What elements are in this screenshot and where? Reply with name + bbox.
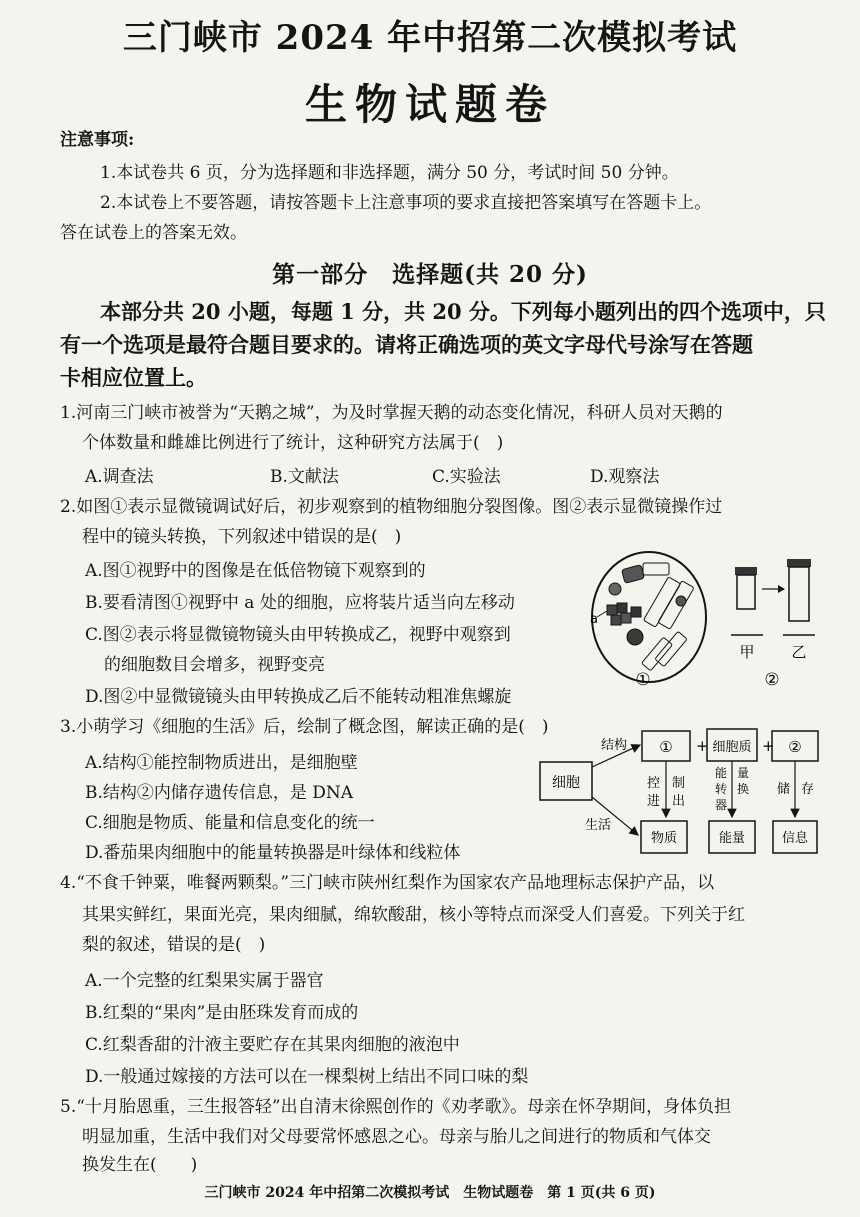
- energy-char-1: 能: [715, 766, 728, 780]
- q4-stem-2: 其果实鲜红，果面光亮，果肉细腻，绵软酸甜，核小等特点而深受人们喜爱。下列关于红: [82, 905, 745, 925]
- section-intro-1: 本部分共 20 小题，每题 1 分，共 20 分。下列每小题列出的四个选项中，只: [100, 299, 826, 324]
- objective-lens-jia: [735, 567, 757, 609]
- control-char-2: 进: [647, 794, 661, 809]
- section-title: 第一部分 选择题(共 20 分): [272, 261, 588, 288]
- q3-option-b: B.结构②内储存遗传信息，是 DNA: [85, 783, 354, 803]
- figure-2-label: ②: [764, 670, 780, 690]
- q3-concept-map: [535, 725, 825, 865]
- q5-stem-2: 明显加重，生活中我们对父母要常怀感恩之心。母亲与胎儿之间进行的物质和气体交: [82, 1127, 711, 1147]
- page-footer: 三门峡市 2024 年中招第二次模拟考试 生物试题卷 第 1 页(共 6 页): [204, 1185, 656, 1201]
- q4-option-d: D.一般通过嫁接的方法可以在一棵梨树上结出不同口味的梨: [85, 1067, 529, 1087]
- lens-label-yi: 乙: [791, 643, 807, 661]
- info-label: 信息: [781, 831, 809, 846]
- plus-sign-1: +: [696, 737, 709, 755]
- control-char-4: 出: [672, 794, 686, 809]
- q4-stem-1: 4.“不食千钟粟，唯餐两颗梨。”三门峡市陕州红梨作为国家农产品地理标志保护产品，以: [60, 873, 715, 893]
- cytoplasm-label: 细胞质: [712, 740, 752, 755]
- q2-figure: [585, 545, 825, 690]
- q2-option-c-1: C.图②表示将显微镜物镜头由甲转换成乙，视野中观察到: [85, 625, 511, 645]
- energy-char-2: 量: [737, 766, 750, 780]
- cell-box-label: 细胞: [552, 775, 580, 791]
- q2-option-b: B.要看清图①视野中 a 处的细胞，应将装片适当向左移动: [85, 593, 515, 613]
- objective-lens-yi: [787, 559, 811, 621]
- structure-label: 结构: [601, 738, 628, 753]
- q4-stem-3: 梨的叙述，错误的是( ): [82, 935, 266, 955]
- notice-heading: 注意事项:: [60, 130, 135, 150]
- q2-option-c-2: 的细胞数目会增多，视野变亮: [104, 655, 325, 675]
- energy-char-5: 器: [715, 798, 728, 812]
- lens-label-jia: 甲: [739, 643, 755, 661]
- q2-option-d: D.图②中显微镜镜头由甲转换成乙后不能转动粗准焦螺旋: [85, 687, 512, 707]
- structure-2-label: ②: [788, 738, 802, 756]
- store-char-2: 存: [801, 782, 815, 797]
- control-char-1: 控: [647, 776, 661, 791]
- q5-stem-1: 5.“十月胎恩重，三生报答轻”出自清末徐熙创作的《劝孝歌》。母亲在怀孕期间，身体负担: [60, 1097, 732, 1117]
- plant-cells: [607, 563, 694, 671]
- matter-label: 物质: [650, 831, 678, 846]
- q3-stem: 3.小萌学习《细胞的生活》后，绘制了概念图，解读正确的是( ): [60, 717, 549, 737]
- control-char-3: 制: [672, 776, 686, 791]
- q1-stem-2: 个体数量和雌雄比例进行了统计，这种研究方法属于( ): [82, 433, 504, 453]
- q3-option-a: A.结构①能控制物质进出，是细胞壁: [85, 753, 358, 773]
- q2-stem-1: 2.如图①表示显微镜调试好后，初步观察到的植物细胞分裂图像。图②表示显微镜操作过: [60, 497, 723, 517]
- notice-line-1: 1.本试卷共 6 页，分为选择题和非选择题，满分 50 分，考试时间 50 分钟。: [100, 163, 679, 183]
- q5-stem-3: 换发生在( ): [82, 1155, 198, 1175]
- q1-option-b: B.文献法: [270, 467, 339, 487]
- energy-label: 能量: [718, 831, 746, 846]
- life-label: 生活: [585, 818, 612, 833]
- section-intro-3: 卡相应位置上。: [60, 365, 207, 390]
- q4-option-c: C.红梨香甜的汁液主要贮存在其果肉细胞的液泡中: [85, 1035, 460, 1055]
- q1-stem-1: 1.河南三门峡市被誉为“天鹅之城”，为及时掌握天鹅的动态变化情况，科研人员对天鹅的: [60, 403, 723, 423]
- q2-stem-2: 程中的镜头转换，下列叙述中错误的是( ): [82, 527, 402, 547]
- store-char-1: 储: [777, 782, 791, 797]
- section-intro-2: 有一个选项是最符合题目要求的。请将正确选项的英文字母代号涂写在答题: [60, 332, 753, 357]
- q1-option-a: A.调查法: [85, 467, 154, 487]
- energy-char-3: 转: [715, 782, 728, 796]
- structure-1-label: ①: [659, 738, 673, 756]
- energy-char-4: 换: [737, 782, 750, 796]
- exam-title: 三门峡市 2024 年中招第二次模拟考试: [122, 18, 738, 58]
- figure-1-label: ①: [635, 670, 651, 690]
- plus-sign-2: +: [762, 737, 775, 755]
- microscope-field-circle: [592, 552, 706, 682]
- q1-option-d: D.观察法: [590, 467, 660, 487]
- cell-label-a: a: [590, 612, 598, 627]
- q4-option-a: A.一个完整的红梨果实属于器官: [85, 971, 324, 991]
- q3-option-d: D.番茄果肉细胞中的能量转换器是叶绿体和线粒体: [85, 843, 461, 863]
- notice-line-2: 2.本试卷上不要答题，请按答题卡上注意事项的要求直接把答案填写在答题卡上。: [100, 193, 712, 213]
- q2-option-a: A.图①视野中的图像是在低倍物镜下观察到的: [85, 561, 426, 581]
- q1-option-c: C.实验法: [432, 467, 501, 487]
- notice-line-2-cont: 答在试卷上的答案无效。: [60, 223, 247, 243]
- q3-option-c: C.细胞是物质、能量和信息变化的统一: [85, 813, 375, 833]
- exam-subject-title: 生物试题卷: [304, 80, 555, 129]
- q4-option-b: B.红梨的“果肉”是由胚珠发育而成的: [85, 1003, 359, 1023]
